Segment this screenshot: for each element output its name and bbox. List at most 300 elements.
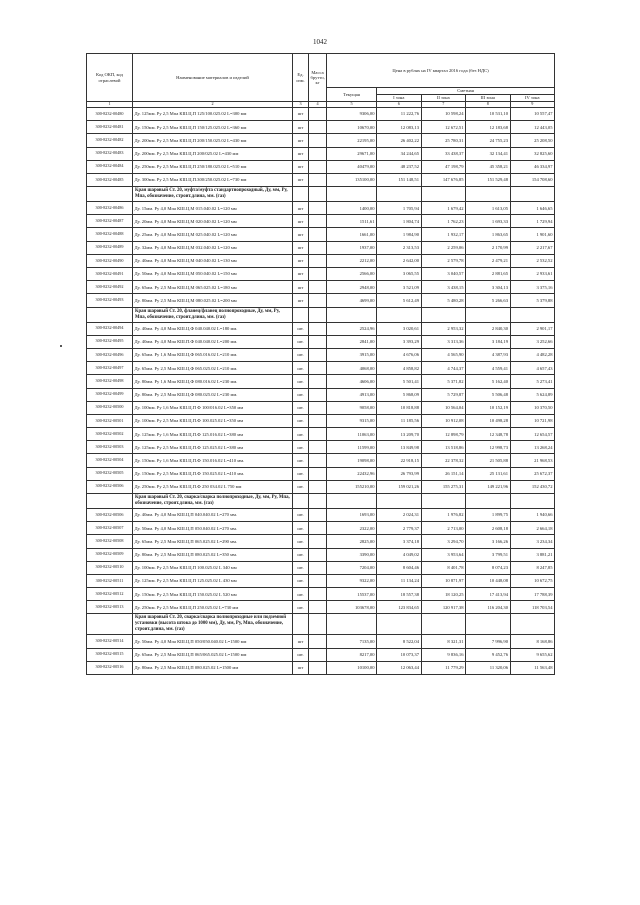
section-header-cell [510,614,555,635]
header-name: Наименование материалов и изделий [133,54,293,102]
cell-code: 300-8232-00485 [87,173,133,186]
cell-unit: шт [293,228,309,241]
section-header-row [87,614,555,635]
cell-zone-4-price: 32 825,60 [510,147,555,160]
header-code: Код ОКП, код отраслевой [87,54,133,102]
cell-current-price: 2212,00 [327,254,377,267]
cell-unit: шт. [293,508,309,521]
cell-name: Ду. 80мм. Ру 2,5 Мпа КШ.Ц.П 080.025.02 L=350 мм. [133,548,293,561]
cell-name: Ду. 50мм. Ру 4,0 Мпа КШ.Ц.П 050/050.040.02 L=1500 мм [133,635,293,648]
cell-zone-4-price: 10 672,75 [510,574,555,587]
cell-unit: шт [293,173,309,186]
cell-current-price: 11599,00 [327,441,377,454]
cell-zone-1-price: 2 024,31 [377,508,422,521]
cell-mass [309,147,327,160]
cell-zone-1-price: 5 868,09 [377,388,422,401]
cell-name: Ду. 80мм. Ру 2,5 Мпа КШ.Ц.М 080.025.02 L=200 мм [133,294,293,307]
cell-current-price: 9306,00 [327,108,377,121]
cell-code: 300-8232-00488 [87,228,133,241]
cell-current-price: 11063,00 [327,428,377,441]
cell-unit: шт [293,254,309,267]
cell-zone-4-price: 2 217,67 [510,241,555,254]
cell-zone-1-price: 12 083,13 [377,121,422,134]
cell-zone-2-price: 155 275,31 [421,480,466,493]
section-header-cell [377,187,422,202]
cell-code: 300-8232-00509 [87,548,133,561]
cell-zone-1-price: 11 222,76 [377,108,422,121]
cell-zone-4-price: 152 430,72 [510,480,555,493]
cell-unit: шт. [293,401,309,414]
cell-zone-3-price: 149 221,96 [466,480,511,493]
cell-code: 300-8232-00499 [87,388,133,401]
column-number: 9 [510,102,555,108]
cell-unit: шт. [293,522,309,535]
section-header-cell [327,187,377,202]
cell-code: 300-8232-00500 [87,401,133,414]
table-row [87,108,555,121]
header-estimate: Сметная [377,88,555,95]
cell-zone-3-price: 17 413,94 [466,588,511,601]
cell-unit: шт [293,134,309,147]
table-row [87,467,555,480]
cell-mass [309,635,327,648]
cell-current-price: 2825,00 [327,535,377,548]
cell-name: Ду. 125мм. Ру 2,5 Мпа КШ.Ц.П 125.025.02 L 430 мм [133,574,293,587]
cell-code: 300-8232-00486 [87,202,133,215]
cell-zone-2-price: 4 744,37 [421,362,466,375]
cell-unit: шт. [293,348,309,361]
cell-current-price: 10100,00 [327,661,377,674]
cell-code: 300-8232-00482 [87,134,133,147]
cell-zone-1-price: 123 834,65 [377,601,422,614]
cell-zone-1-price: 34 244,65 [377,147,422,160]
cell-zone-1-price: 4 858,82 [377,362,422,375]
cell-code: 300-8232-00510 [87,561,133,574]
section-header-cell [510,494,555,509]
section-header-cell [327,307,377,322]
cell-current-price: 2566,00 [327,268,377,281]
table-row [87,375,555,388]
cell-name: Ду. 300мм. Ру 2,5 Мпа КШ.Ц.П.300/250.025.02 L=730 мм [133,173,293,186]
cell-zone-4-price: 8 168,86 [510,635,555,648]
section-header-cell [293,307,309,322]
header-mass: Масса брутто, кг [309,54,327,102]
cell-zone-4-price: 5 273,41 [510,375,555,388]
cell-zone-1-price: 22 918,15 [377,454,422,467]
cell-zone-3-price: 2 608,18 [466,522,511,535]
cell-mass [309,348,327,361]
cell-mass [309,508,327,521]
cell-zone-1-price: 1 705,94 [377,202,422,215]
cell-zone-3-price: 151 529,48 [466,173,511,186]
cell-name: Ду. 250мм. Ру 2,5 Мпа КШ.Ц.П.Ф 250 034.02 L 750 мм [133,480,293,493]
cell-zone-3-price: 4 559,41 [466,362,511,375]
cell-zone-2-price: 3 040,57 [421,268,466,281]
table-row [87,648,555,661]
cell-current-price: 1693,00 [327,508,377,521]
section-title: Кран шаровый Ст. 20, сварка/сварка полнопроходные или подземной установки (высота штока до 1000 мм), Ду, мм, Ру, Мпа, обозначение, строит.длина, мм. (газ) [133,614,293,635]
header-unit: Ед. изм. [293,54,309,102]
table-row [87,548,555,561]
cell-current-price: 2322,00 [327,522,377,535]
header-zone-1: I зона [377,95,422,102]
table-row [87,388,555,401]
cell-code: 300-8232-00491 [87,268,133,281]
cell-zone-1-price: 11 134,24 [377,574,422,587]
cell-zone-1-price: 2 779,37 [377,522,422,535]
cell-current-price: 10670,00 [327,121,377,134]
cell-zone-3-price: 1 613,05 [466,202,511,215]
cell-zone-1-price: 8 522,04 [377,635,422,648]
cell-zone-4-price: 5 624,89 [510,388,555,401]
section-header-cell [293,494,309,509]
cell-zone-3-price: 1 693,33 [466,215,511,228]
cell-code: 300-8232-00512 [87,588,133,601]
cell-unit: шт. [293,480,309,493]
cell-unit: шт [293,147,309,160]
cell-zone-3-price: 9 452,76 [466,648,511,661]
cell-zone-3-price: 10 448,08 [466,574,511,587]
cell-zone-2-price: 2 713,00 [421,522,466,535]
cell-mass [309,454,327,467]
section-header-cell [309,494,327,509]
cell-unit: шт [293,160,309,173]
cell-unit: шт. [293,467,309,480]
cell-unit: шт. [293,362,309,375]
cell-name: Ду. 65мм. Ру 2,5 Мпа КШ.Ц.Ф 065.025.02 L=210 мм. [133,362,293,375]
cell-current-price: 29671,00 [327,147,377,160]
table-row [87,508,555,521]
header-price: Цена в рублях на IV квартал 2016 года (без НДС) [327,54,555,88]
cell-mass [309,522,327,535]
column-number: 5 [327,102,377,108]
cell-zone-1-price: 3 065,55 [377,268,422,281]
cell-code: 300-8232-00511 [87,574,133,587]
cell-current-price: 1661,00 [327,228,377,241]
cell-zone-4-price: 9 655,62 [510,648,555,661]
cell-unit: шт. [293,601,309,614]
cell-zone-3-price: 24 755,23 [466,134,511,147]
table-row [87,147,555,160]
cell-zone-1-price: 8 604,46 [377,561,422,574]
cell-zone-4-price: 3 234,34 [510,535,555,548]
cell-zone-3-price: 45 358,21 [466,160,511,173]
cell-name: Ду. 40мм. Ру 4,0 Мпа КШ.Ц.П 040.040.02 L=270 мм. [133,508,293,521]
cell-zone-1-price: 1 984,90 [377,228,422,241]
table-row [87,428,555,441]
cell-zone-4-price: 17 788,39 [510,588,555,601]
cell-zone-1-price: 26 402,22 [377,134,422,147]
cell-zone-4-price: 1 646,65 [510,202,555,215]
section-header-cell [293,187,309,202]
header-zone-3: III зона [466,95,511,102]
cell-code: 300-8232-00497 [87,362,133,375]
cell-zone-2-price: 4 565,90 [421,348,466,361]
cell-zone-4-price: 4 657,43 [510,362,555,375]
table-row [87,522,555,535]
cell-name: Ду. 150мм. Ру 2,5 Мпа КШ.Ц.П.Ф 150.025.02 L=410 мм. [133,467,293,480]
cell-zone-2-price: 10 871,97 [421,574,466,587]
cell-mass [309,535,327,548]
section-header-cell [377,614,422,635]
cell-unit: шт. [293,388,309,401]
section-header-cell [466,614,511,635]
cell-name: Ду. 32мм. Ру 4,0 Мпа КШ.Ц.М 032.040.02 L=120 мм [133,241,293,254]
cell-unit: шт. [293,375,309,388]
cell-mass [309,601,327,614]
cell-mass [309,362,327,375]
cell-current-price: 1511,61 [327,215,377,228]
cell-unit: шт. [293,322,309,335]
table-row [87,335,555,348]
cell-name: Ду. 65мм. Ру 2,5 Мпа КШ.Ц.П 065.025.02 L=290 мм. [133,535,293,548]
cell-name: Ду. 40мм. Ру 4,0 Мпа КШ.Ц.М 040.040.02 L=130 мм [133,254,293,267]
cell-zone-1-price: 26 793,99 [377,467,422,480]
cell-code: 300-8232-00516 [87,661,133,674]
section-title: Кран шаровый Ст. 20, сварка/сварка полнопроходные, Ду, мм, Ру, Мпа, обозначение, строит.длина, мм. (газ) [133,494,293,509]
cell-zone-3-price: 3 166,26 [466,535,511,548]
cell-code: 300-8232-00496 [87,348,133,361]
table-row [87,322,555,335]
cell-zone-4-price: 2 532,52 [510,254,555,267]
cell-mass [309,388,327,401]
cell-current-price: 3390,00 [327,548,377,561]
section-header-cell [293,614,309,635]
cell-current-price: 15537,00 [327,588,377,601]
table-row [87,348,555,361]
cell-zone-2-price: 5 371,82 [421,375,466,388]
section-header-row [87,494,555,509]
section-header-spacer [87,187,133,202]
cell-zone-1-price: 11 185,56 [377,414,422,427]
cell-zone-1-price: 3 374,18 [377,535,422,548]
cell-zone-2-price: 33 438,37 [421,147,466,160]
cell-zone-3-price: 1 899,75 [466,508,511,521]
table-row [87,121,555,134]
cell-zone-3-price: 2 170,99 [466,241,511,254]
cell-mass [309,428,327,441]
section-title: Кран шаровый Ст. 20, муфта/муфта стандартнопроходный, Ду, мм, Ру, Мпа, обозначение, строит.длина, мм. (газ) [133,187,293,202]
cell-zone-4-price: 12 654,57 [510,428,555,441]
cell-unit: шт [293,268,309,281]
cell-mass [309,401,327,414]
cell-unit: шт [293,215,309,228]
cell-name: Ду. 100мм. Ру 2,5 Мпа КШ.Ц.П.Ф 100.025.02 L=350 мм [133,414,293,427]
cell-name: Ду. 150мм. Ру 2,5 Мпа КШ.Ц.П 150.025.02 L 520 мм [133,588,293,601]
cell-current-price: 4913,00 [327,388,377,401]
cell-zone-2-price: 8 401,78 [421,561,466,574]
cell-zone-2-price: 10 912,08 [421,414,466,427]
cell-zone-2-price: 3 294,70 [421,535,466,548]
cell-mass [309,121,327,134]
cell-zone-4-price: 3 252,66 [510,335,555,348]
margin-mark [60,345,62,347]
cell-unit: шт [293,661,309,674]
table-row [87,414,555,427]
section-header-spacer [87,494,133,509]
section-header-cell [309,614,327,635]
cell-zone-2-price: 25 780,31 [421,134,466,147]
table-row [87,241,555,254]
section-header-cell [466,494,511,509]
column-number: 8 [466,102,511,108]
cell-current-price: 2841,00 [327,335,377,348]
section-header-cell [510,187,555,202]
cell-zone-1-price: 2 642,00 [377,254,422,267]
cell-zone-3-price: 4 387,93 [466,348,511,361]
cell-mass [309,335,327,348]
cell-zone-1-price: 4 676,06 [377,348,422,361]
column-number: 3 [293,102,309,108]
cell-code: 300-8232-00495 [87,335,133,348]
cell-zone-3-price: 12 348,78 [466,428,511,441]
cell-mass [309,561,327,574]
cell-zone-2-price: 47 198,79 [421,160,466,173]
cell-zone-2-price: 10 564,04 [421,401,466,414]
cell-zone-2-price: 13 518,86 [421,441,466,454]
cell-mass [309,548,327,561]
cell-current-price: 1937,00 [327,241,377,254]
cell-zone-1-price: 18 557,38 [377,588,422,601]
cell-mass [309,648,327,661]
table-row [87,215,555,228]
section-header-cell [421,307,466,322]
cell-zone-4-price: 1 901,60 [510,228,555,241]
cell-code: 300-8232-00503 [87,441,133,454]
cell-zone-4-price: 118 703,54 [510,601,555,614]
cell-zone-2-price: 1 679,42 [421,202,466,215]
section-header-cell [466,307,511,322]
column-number: 2 [133,102,293,108]
table-row [87,561,555,574]
section-header-cell [510,307,555,322]
cell-mass [309,254,327,267]
cell-code: 300-8232-00492 [87,281,133,294]
cell-zone-2-price: 8 321,31 [421,635,466,648]
cell-unit: шт [293,108,309,121]
cell-zone-3-price: 21 505,88 [466,454,511,467]
cell-code: 300-8232-00514 [87,635,133,648]
cell-name: Ду. 200мм. Ру 2,5 Мпа КШ.Ц.П 200/025.02 L=430 мм [133,147,293,160]
cell-zone-4-price: 154 708,60 [510,173,555,186]
cell-code: 300-8232-00483 [87,147,133,160]
cell-name: Ду. 250мм. Ру 2,5 Мпа КШ.Ц.П 250/180.025.02 L=510 мм [133,160,293,173]
cell-current-price: 22432,96 [327,467,377,480]
cell-zone-3-price: 10 152,19 [466,401,511,414]
cell-code: 300-8232-00515 [87,648,133,661]
cell-code: 300-8232-00507 [87,522,133,535]
cell-zone-1-price: 159 021,26 [377,480,422,493]
cell-zone-4-price: 21 968,53 [510,454,555,467]
table-row [87,401,555,414]
cell-zone-1-price: 151 148,51 [377,173,422,186]
cell-current-price: 2524,96 [327,322,377,335]
section-header-cell [309,307,327,322]
header-current: Текущая [327,88,377,102]
cell-name: Ду. 80мм. Ру 1,6 Мпа КШ.Ц.Ф 080.016.02 L=230 мм. [133,375,293,388]
section-header-row [87,307,555,322]
cell-zone-2-price: 26 151,14 [421,467,466,480]
section-header-cell [421,494,466,509]
cell-name: Ду. 150мм. Ру 1,6 Мпа КШ.Ц.П.Ф 150.016.02 L=410 мм. [133,454,293,467]
cell-zone-4-price: 5 379,88 [510,294,555,307]
cell-code: 300-8232-00489 [87,241,133,254]
column-number: 1 [87,102,133,108]
table-row [87,635,555,648]
cell-mass [309,480,327,493]
cell-code: 300-8232-00494 [87,322,133,335]
cell-zone-3-price: 5 266,63 [466,294,511,307]
cell-zone-4-price: 10 370,50 [510,401,555,414]
cell-code: 300-8232-00506 [87,480,133,493]
table-row [87,362,555,375]
cell-name: Ду. 65мм. Ру 2,5 Мпа КШ.Ц.П 065/065.025.02 L=1500 мм [133,648,293,661]
cell-current-price: 7135,00 [327,635,377,648]
cell-name: Ду. 100мм. Ру 1,6 Мпа КШ.Ц.П Ф 100/016.02 L=350 мм [133,401,293,414]
cell-unit: шт. [293,648,309,661]
cell-code: 300-8232-00490 [87,254,133,267]
cell-zone-1-price: 4 049,02 [377,548,422,561]
cell-mass [309,414,327,427]
cell-zone-4-price: 2 933,61 [510,268,555,281]
cell-unit: шт [293,202,309,215]
cell-name: Ду. 40мм. Ру 4,0 Мпа КШ.Ц.Ф 040.040.02 L=180 мм. [133,322,293,335]
cell-unit: шт [293,121,309,134]
cell-current-price: 4699,00 [327,294,377,307]
cell-zone-3-price: 12 183,68 [466,121,511,134]
cell-name: Ду. 25мм. Ру 4,0 Мпа КШ.Ц.М 025.040.02 L=120 мм [133,228,293,241]
cell-zone-4-price: 8 247,85 [510,561,555,574]
cell-code: 300-8232-00493 [87,294,133,307]
cell-unit: шт. [293,454,309,467]
cell-zone-2-price: 5 729,87 [421,388,466,401]
cell-zone-3-price: 7 996,90 [466,635,511,648]
section-header-cell [466,187,511,202]
cell-current-price: 9322,00 [327,574,377,587]
table-row [87,268,555,281]
cell-code: 300-8232-00484 [87,160,133,173]
cell-zone-3-price: 116 204,30 [466,601,511,614]
cell-name: Ду. 65мм. Ру 2,5 Мпа КШ.Ц.М 065.025.02 L=180 мм [133,281,293,294]
cell-zone-2-price: 1 932,17 [421,228,466,241]
cell-code: 300-8232-00501 [87,414,133,427]
cell-zone-2-price: 120 917,38 [421,601,466,614]
section-header-cell [327,614,377,635]
cell-zone-2-price: 2 953,32 [421,322,466,335]
table-row [87,601,555,614]
cell-zone-2-price: 2 579,78 [421,254,466,267]
cell-zone-1-price: 48 237,52 [377,160,422,173]
table-row [87,134,555,147]
cell-mass [309,661,327,674]
cell-code: 300-8232-00504 [87,454,133,467]
cell-mass [309,202,327,215]
cell-mass [309,281,327,294]
cell-name: Ду. 65мм. Ру 1,6 Мпа КШ.Ц.Ф 065.016.02 L=210 мм. [133,348,293,361]
header-zone-2: II зона [421,95,466,102]
cell-name: Ду. 125мм. Ру 2,5 Мпа КШ.Ц.П.Ф 125.025.02 L=380 мм [133,441,293,454]
cell-zone-4-price: 11 563,48 [510,661,555,674]
cell-unit: шт. [293,561,309,574]
cell-name: Ду. 15мм. Ру 4,0 Мпа КШ.Ц.М 015.040.02 L=120 мм [133,202,293,215]
table-row [87,661,555,674]
cell-zone-2-price: 12 672,51 [421,121,466,134]
cell-zone-2-price: 3 953,64 [421,548,466,561]
cell-zone-1-price: 3 020,61 [377,322,422,335]
cell-code: 300-8232-00480 [87,108,133,121]
cell-unit: шт [293,635,309,648]
cell-code: 300-8232-00508 [87,535,133,548]
